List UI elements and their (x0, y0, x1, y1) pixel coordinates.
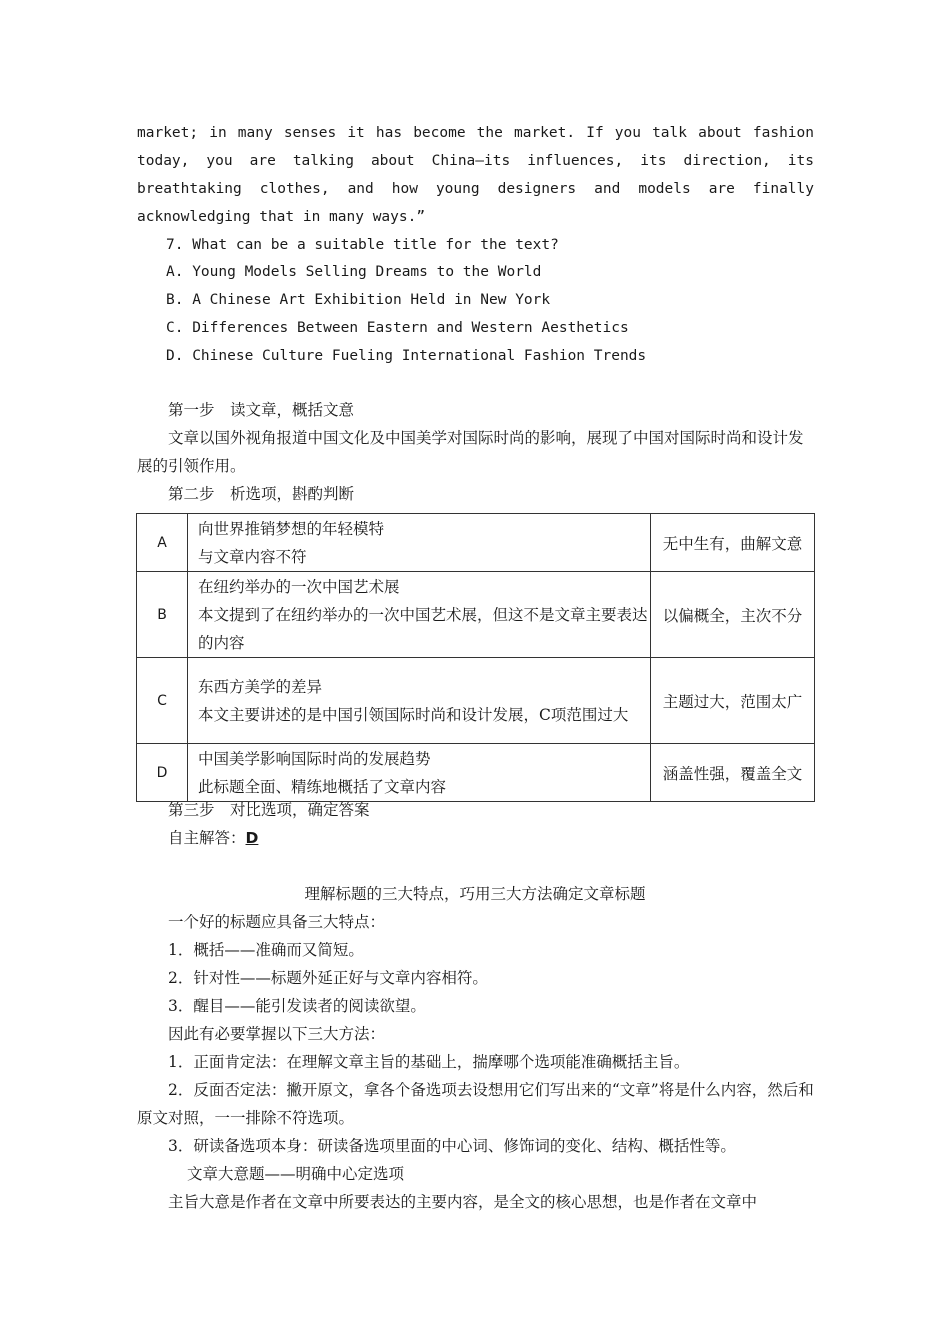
analysis-table (136, 513, 815, 802)
methods-intro: 因此有必要掌握以下三大方法： (168, 1025, 386, 1043)
row-option: 东西方美学的差异 (198, 677, 323, 696)
row-verdict: 涵盖性强，覆盖全文 (651, 744, 815, 802)
row-description (188, 514, 651, 572)
step2-title: 第二步 析选项，斟酌判断 (168, 485, 355, 503)
feature-3: 3．醒目——能引发读者的阅读欲望。 (168, 997, 426, 1015)
option-c: C. Differences Between Eastern and Western Aesthetics (166, 320, 629, 336)
feature-1: 1．概括——准确而又简短。 (168, 941, 364, 959)
table-row (137, 658, 815, 744)
method-2: 2．反面否定法：撇开原文，拿各个备选项去设想用它们写出来的“文章”将是什么内容，然后和原文对照，一一排除不符选项。 (137, 1081, 814, 1127)
section-body: 主旨大意是作者在文章中所要表达的主要内容，是全文的核心思想，也是作者在文章中 (168, 1193, 758, 1211)
option-b: B. A Chinese Art Exhibition Held in New York (166, 292, 551, 308)
step1-body: 文章以国外视角报道中国文化及中国美学对国际时尚的影响，展现了中国对国际时尚和设计发展的引领作用。 (137, 429, 804, 475)
row-verdict: 以偏概全，主次不分 (651, 572, 815, 658)
row-description (188, 658, 651, 744)
option-a: A. Young Models Selling Dreams to the World (166, 264, 542, 280)
table-row (137, 744, 815, 802)
method-1: 1．正面肯定法：在理解文章主旨的基础上，揣摩哪个选项能准确概括主旨。 (168, 1053, 690, 1071)
feature-2: 2．针对性——标题外延正好与文章内容相符。 (168, 969, 488, 987)
row-letter: A (137, 514, 188, 572)
row-option: 向世界推销梦想的年轻模特 (198, 519, 385, 538)
question-stem: 7. What can be a suitable title for the text? (166, 237, 559, 253)
method-3: 3．研读备选项本身：研读备选项里面的中心词、修饰词的变化、结构、概括性等。 (168, 1137, 736, 1155)
row-analysis: 此标题全面、精练地概括了文章内容 (198, 777, 447, 796)
option-d: D. Chinese Culture Fueling International Fashion Trends (166, 348, 647, 364)
answer-label: 自主解答： (168, 829, 246, 847)
row-letter: B (137, 572, 188, 658)
row-verdict: 无中生有，曲解文意 (651, 514, 815, 572)
tips-heading: 理解标题的三大特点，巧用三大方法确定文章标题 (304, 885, 646, 903)
row-option: 在纽约举办的一次中国艺术展 (198, 577, 400, 596)
row-verdict: 主题过大，范围太广 (651, 658, 815, 744)
tips-intro: 一个好的标题应具备三大特点： (168, 913, 386, 931)
passage-line-2: today, you are talking about China—its influences, its direction, its (137, 153, 814, 169)
row-analysis: 与文章内容不符 (198, 547, 307, 566)
row-analysis: 本文主要讲述的是中国引领国际时尚和设计发展，C项范围过大 (198, 705, 629, 724)
passage-line-3: breathtaking clothes, and how young designers and models are finally (137, 181, 814, 197)
step1-title: 第一步 读文章，概括文意 (168, 401, 355, 419)
row-description (188, 744, 651, 802)
step3-title: 第三步 对比选项，确定答案 (168, 801, 370, 819)
row-letter: C (137, 658, 188, 744)
answer-value: D (245, 829, 259, 847)
passage-line-1: market; in many senses it has become the market. If you talk about fashion (137, 125, 814, 141)
row-analysis: 本文提到了在纽约举办的一次中国艺术展，但这不是文章主要表达的内容 (198, 605, 648, 652)
table-row (137, 514, 815, 572)
row-description (188, 572, 651, 658)
section-title: 文章大意题——明确中心定选项 (187, 1165, 405, 1183)
table-row (137, 572, 815, 658)
answer-line (168, 824, 258, 852)
row-option: 中国美学影响国际时尚的发展趋势 (198, 749, 431, 768)
row-letter: D (137, 744, 188, 802)
passage-line-4: acknowledging that in many ways.” (137, 209, 426, 225)
